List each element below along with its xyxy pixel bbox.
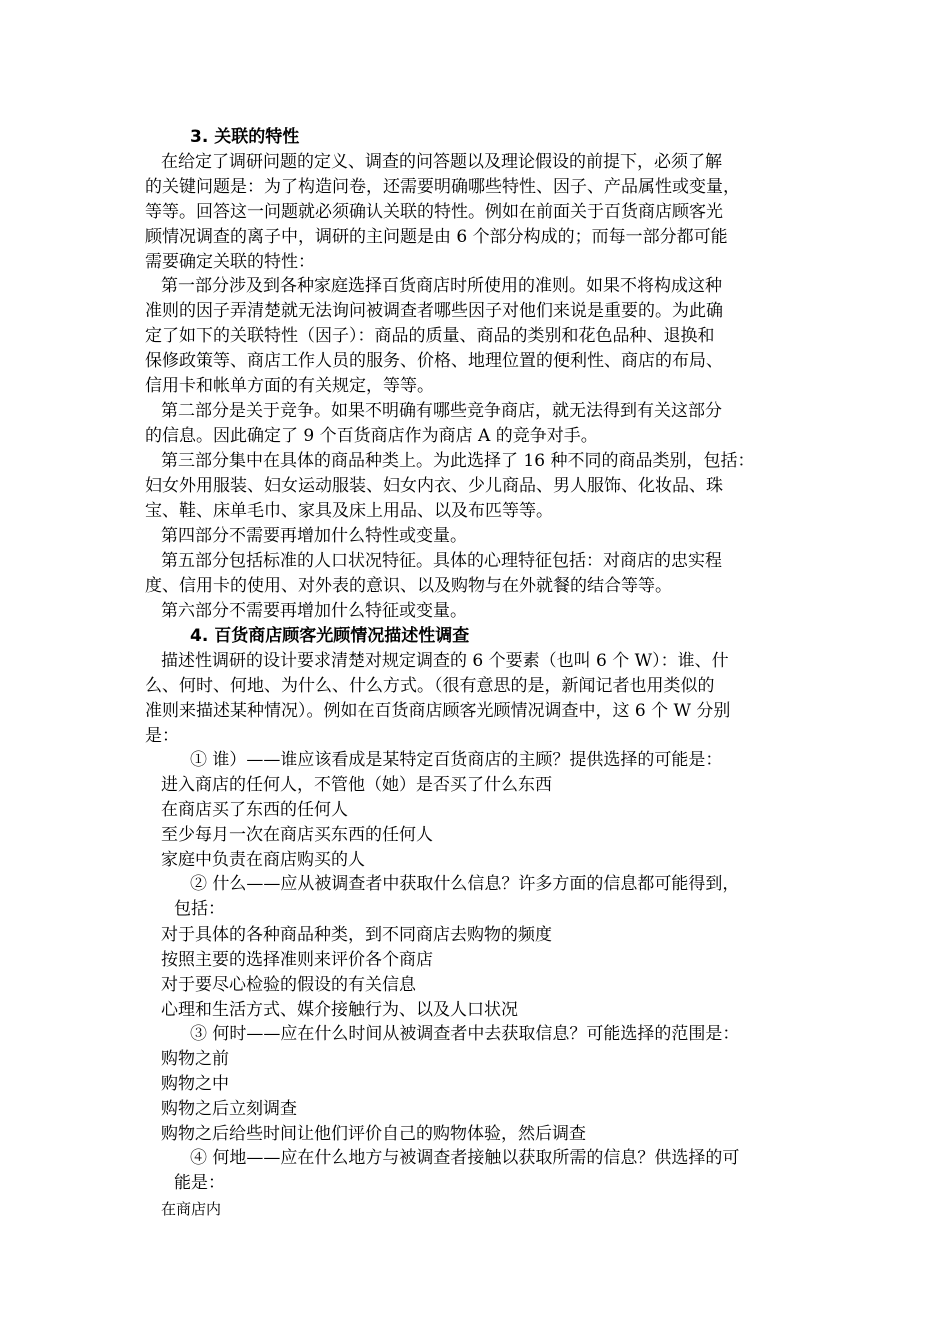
list-item: 购物之前 <box>161 1049 229 1069</box>
list-item: 购物之后给些时间让他们评价自己的购物体验，然后调查 <box>161 1124 586 1144</box>
list-item: 在商店内 <box>161 1200 222 1218</box>
paragraph-line: 准则来描述某种情况）。例如在百货商店顾客光顾情况调查中，这 6 个 W 分别 <box>145 701 731 721</box>
list-item: 心理和生活方式、媒介接触行为、以及人口状况 <box>161 1000 518 1020</box>
what-item-title: ② 什么——应从被调查者中获取什么信息？许多方面的信息都可能得到， <box>190 874 740 894</box>
paragraph-line: 么、何时、何地、为什么、什么方式。（很有意思的是，新闻记者也用类似的 <box>145 676 715 696</box>
paragraph-line: 第六部分不需要再增加什么特征或变量。 <box>161 601 467 621</box>
where-item-title-continued: 能是： <box>174 1173 225 1193</box>
paragraph-line: 第一部分涉及到各种家庭选择百货商店时所使用的准则。如果不将构成这种 <box>161 276 722 296</box>
paragraph-line: 度、信用卡的使用、对外表的意识、以及购物与在外就餐的结合等等。 <box>145 576 672 596</box>
list-item: 进入商店的任何人，不管他（她）是否买了什么东西 <box>161 775 552 795</box>
list-item: 购物之中 <box>161 1074 229 1094</box>
paragraph-line: 第三部分集中在具体的商品种类上。为此选择了 16 种不同的商品类别，包括： <box>161 451 755 471</box>
section-4-heading: 4. 百货商店顾客光顾情况描述性调查 <box>190 626 470 646</box>
section-3-heading: 3. 关联的特性 <box>190 127 300 147</box>
paragraph-line: 需要确定关联的特性： <box>145 252 315 272</box>
list-item: 在商店买了东西的任何人 <box>161 800 348 820</box>
paragraph-line: 等等。回答这一问题就必须确认关联的特性。例如在前面关于百货商店顾客光 <box>145 202 723 222</box>
paragraph-line: 准则的因子弄清楚就无法询问被调查者哪些因子对他们来说是重要的。为此确 <box>145 301 723 321</box>
list-item: 对于具体的各种商品种类，到不同商店去购物的频度 <box>161 925 552 945</box>
paragraph-line: 信用卡和帐单方面的有关规定，等等。 <box>145 376 434 396</box>
paragraph-line: 定了如下的关联特性（因子）：商品的质量、商品的类别和花色品种、退换和 <box>145 326 715 346</box>
paragraph-line: 保修政策等、商店工作人员的服务、价格、地理位置的便利性、商店的布局、 <box>145 351 723 371</box>
paragraph-line: 第四部分不需要再增加什么特性或变量。 <box>161 526 467 546</box>
list-item: 购物之后立刻调查 <box>161 1099 297 1119</box>
paragraph-line: 是： <box>145 726 179 746</box>
who-item-title: ① 谁）——谁应该看成是某特定百货商店的主顾？提供选择的可能是： <box>190 750 723 770</box>
paragraph-line: 顾情况调查的离子中，调研的主问题是由 6 个部分构成的；而每一部分都可能 <box>145 227 728 247</box>
list-item: 家庭中负责在商店购买的人 <box>161 850 365 870</box>
paragraph-line: 第二部分是关于竞争。如果不明确有哪些竞争商店，就无法得到有关这部分 <box>161 401 722 421</box>
list-item: 按照主要的选择准则来评价各个商店 <box>161 950 433 970</box>
paragraph-line: 在给定了调研问题的定义、调查的问答题以及理论假设的前提下，必须了解 <box>161 152 722 172</box>
paragraph-line: 描述性调研的设计要求清楚对规定调查的 6 个要素（也叫 6 个 W）：谁、什 <box>161 651 729 671</box>
where-item-title: ④ 何地——应在什么地方与被调查者接触以获取所需的信息？供选择的可 <box>190 1148 740 1168</box>
when-item-title: ③ 何时——应在什么时间从被调查者中去获取信息？可能选择的范围是： <box>190 1024 740 1044</box>
list-item: 至少每月一次在商店买东西的任何人 <box>161 825 433 845</box>
list-item: 对于要尽心检验的假设的有关信息 <box>161 975 416 995</box>
paragraph-line: 的信息。因此确定了 9 个百货商店作为商店 A 的竞争对手。 <box>145 426 598 446</box>
paragraph-line: 第五部分包括标准的人口状况特征。具体的心理特征包括：对商店的忠实程 <box>161 551 722 571</box>
paragraph-line: 妇女外用服装、妇女运动服装、妇女内衣、少儿商品、男人服饰、化妆品、珠 <box>145 476 723 496</box>
paragraph-line: 的关键问题是：为了构造问卷，还需要明确哪些特性、因子、产品属性或变量， <box>145 177 740 197</box>
what-item-title-continued: 包括： <box>174 899 225 919</box>
paragraph-line: 宝、鞋、床单毛巾、家具及床上用品、以及布匹等等。 <box>145 501 553 521</box>
